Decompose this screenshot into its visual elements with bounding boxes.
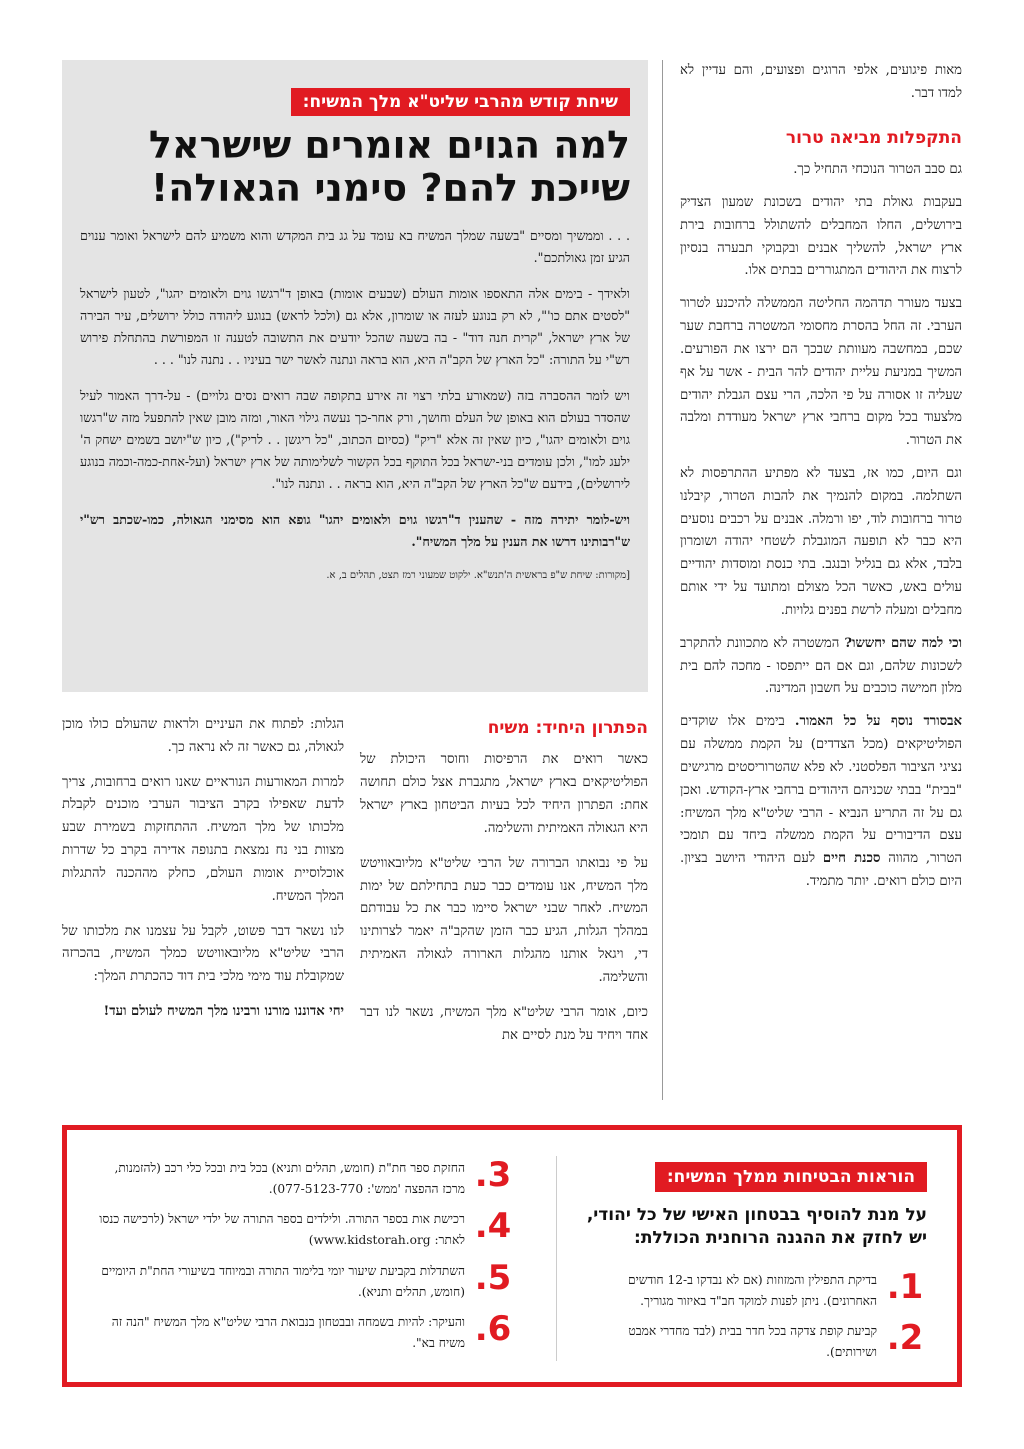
left-paragraph-3: לנו נשאר דבר פשוט, לקבל על עצמנו את מלכותו של הרבי שליט"א מליובאוויטש כמלך המשיח, בהכרזה שמקובלת עוד מימי מלכי בית דוד כהכתרת המלך: xyxy=(62,923,344,985)
heading-solution: הפתרון היחיד: משיח xyxy=(487,718,648,738)
step-item xyxy=(95,1309,515,1353)
sicha-paragraph-1: . . . וממשיך ומסיים "בשעה שמלך המשיח בא עומד על גג בית המקדש והוא משמיע להם לישראל ואומר ענוים הגיע זמן גאולתכם". xyxy=(80,227,630,265)
left-paragraph-1: הגלות: לפתוח את העיניים ולראות שהעולם כולו מוכן לגאולה, גם כאשר זה לא נראה כך. xyxy=(62,717,344,755)
left-column xyxy=(62,714,344,1036)
step-text: והעיקר: להיות בשמחה ובבטחון בנבואת הרבי שליט"א מלך המשיח "הנה זה משיח בא". xyxy=(111,1315,465,1351)
steps-right xyxy=(582,1267,927,1373)
column-divider xyxy=(662,60,663,1100)
right-paragraph-7-end: לעם היהודי היושב בציון. היום כולם רואים. יותר מתמיד. xyxy=(680,851,962,890)
step-text: השתדלות בקביעת שיעור יומי בלימוד התורה ובמיוחד בשיעורי החת"ת היומיים (חומש, תהלים ותניא). xyxy=(101,1263,465,1299)
safety-box xyxy=(62,1125,962,1387)
heading-terror: התקפלות מביאה טרור xyxy=(785,127,962,148)
left-paragraph-2: למרות המאורעות הנוראיים שאנו רואים ברחובות, צריך לדעת שאפילו בקרב הציבור הערבי מוכנים לקבלת מלכותו של מלך המשיח. ההתחזקות בשמירת שבע מצוות בני נח נמצאת בתנופה אדירה בקרב כל שדרות אוכלוסיית אומות העולם, כחלק מההכנה להתגלות המלך המשיח. xyxy=(62,774,344,904)
step-item xyxy=(95,1206,515,1250)
step-number: 2. xyxy=(886,1318,924,1359)
steps-left xyxy=(95,1155,515,1364)
middle-paragraph-2: על פי נבואתו הברורה של הרבי שליט"א מליובאוויטש מלך המשיח, אנו עומדים כבר כעת בתחילתם של ימות המשיח. לאחר שבני ישראל סיימו כבר את כל עבודתם במהלך הגלות, הגיע כבר הזמן שהקב"ה יאמר לצרותינו די, ויגאל אותנו מהגלות הארורה לגאולה האמיתית והשלימה. xyxy=(360,855,648,985)
right-paragraph-2: גם סבב הטרור הנוכחי התחיל כך. xyxy=(793,162,962,178)
sicha-box xyxy=(62,60,648,692)
sicha-paragraph-2: ולאידך - בימים אלה התאספו אומות העולם (שבעים אומות) באופן ד"רגשו גוים ולאומים יהגו", לטעון לישראל "לסטים אתם כו'", לא רק בנוגע לעזה או שומרון, אלא גם (ולכל לראש) בנוגע ליהודה כולל ירושלים, עיר הבירה של ארץ ישראל, "קרית חנה דוד" - בה בשעה שהכל יודעים את התשובה לטענה זו המפורשת בהתחלת פירוש רש"י על התורה: "כל הארץ של הקב"ה היא, הוא בראה ונתנה לאשר ישר בעיניו . . נתנה לנו" . . . xyxy=(80,285,630,367)
right-paragraph-3: בעקבות גאולת בתי יהודים בשכונת שמעון הצדיק בירושלים, החלו המחבלים להשתולל ברחובות בירת ארץ ישראל, להשליך אבנים ובקבוקי תבערה בנסיון לרצוח את היהודים המתגוררים בבתים אלו. xyxy=(680,194,962,279)
right-paragraph-5: וגם היום, כמו אז, בצעד לא מפתיע ההתרפסות לא השתלמה. במקום להנמיך את להבות הטרור, קיבלנו טרור ברחובות לוד, יפו ורמלה. אבנים על רכבים נוסעים היא כבר לא תופעה המוגבלת לשטחי יהודה ושומרון בלבד, אלא גם בגליל ובנגב. בתי כנסת ומוסדות יהודיים עולים באש, כאשר הכל מצולם ומתועד על ידי אותם מחבלים ומעלה לרשת בפנים גלויות. xyxy=(680,466,962,618)
right-paragraph-7-lead: אבסורד נוסף על כל האמור. xyxy=(794,714,962,730)
sicha-title: למה הגוים אומרים שישראל שייכת להם? סימני הגאולה! xyxy=(148,123,630,211)
step-text: קביעת קופת צדקה בכל חדר בבית (לבד מחדרי אמבט ושירותים). xyxy=(628,1324,877,1360)
step-number: 5. xyxy=(474,1257,512,1298)
right-paragraph-7 xyxy=(680,711,962,894)
step-item xyxy=(95,1155,515,1199)
step-number: 6. xyxy=(474,1309,512,1350)
step-number: 1. xyxy=(886,1267,924,1307)
step-text: בדיקת התפילין והמזוזות (אם לא נבדקו ב-12 חודשים האחרונים). ניתן לפנות למוקד חב"ד באיזור מגוריך. xyxy=(627,1273,877,1308)
right-paragraph-7-emphasis: סכנת חיים xyxy=(822,851,881,867)
step-number: 3. xyxy=(474,1155,512,1195)
safety-banner: הוראות הבטיחות ממלך המשיח: xyxy=(655,1162,927,1192)
sicha-banner: שיחת קודש מהרבי שליט"א מלך המשיח: xyxy=(291,88,630,116)
middle-column xyxy=(360,714,648,1059)
step-number: 4. xyxy=(474,1206,512,1247)
right-paragraph-6 xyxy=(680,633,962,701)
sicha-sources: [מקורות: שיחת ש"פ בראשית ה'תנש"א. ילקוט שמעוני רמז תצט, תהלים ב, א. xyxy=(326,570,630,582)
step-item xyxy=(582,1267,927,1311)
middle-paragraph-3: כיום, אומר הרבי שליט"א מלך המשיח, נשאר לנו דבר אחד ויחיד על מנת לסיים את xyxy=(360,1004,648,1043)
step-item xyxy=(582,1318,927,1362)
middle-paragraph-1: כאשר רואים את הרפיסות וחוסר היכולת של הפוליטיקאים בארץ ישראל, מתגברת אצל כולם תחושה אחת: הפתרון היחיד לכל בעיות הביטחון בארץ ישראל היא הגאולה האמיתית והשלימה. xyxy=(360,752,648,836)
box-divider xyxy=(556,1156,557,1361)
right-paragraph-7-body: בימים אלו שוקדים הפוליטיקאים (מכל הצדדים) על הקמת ממשלה עם נציגי הציבור הפלסטני. לא פלא שהטרוריסטים מרגישים "בבית" בבתי שכניהם היהודים ברחבי ארץ-הקודש. ואכן גם על זה התריע הנביא - הרבי שליט"א מלך המשיח: עצם הדיבורים על הקמת ממשלה ביחד עם תומכי הטרור, מהווה xyxy=(680,714,962,867)
right-column xyxy=(680,60,962,904)
safety-subtitle: על מנת להוסיף בבטחון האישי של כל יהודי, יש לחזק את ההגנה הרוחנית הכוללת: xyxy=(586,1205,927,1248)
step-item xyxy=(95,1257,515,1302)
right-paragraph-1: מאות פיגועים, אלפי הרוגים ופצועים, והם עדיין לא למדו דבר. xyxy=(680,63,962,101)
right-paragraph-6-lead: וכי למה שהם יחששו? xyxy=(844,635,962,651)
sicha-paragraph-4: ויש-לומר יתירה מזה - שהענין ד"רגשו גוים ולאומים יהגו" גופא הוא מסימני הגאולה, כמו-שכתב רש"י ש"רבותינו דרשו את הענין על מלך המשיח". xyxy=(80,511,630,549)
step-text: רכישת אות בספר התורה. ולילדים בספר התורה של ילדי ישראל (לרכישה כנסו לאתר: www.kidstorah.org) xyxy=(99,1212,465,1248)
sicha-paragraph-3: ויש לומר ההסברה בזה (שמאורע בלתי רצוי זה אירע בתקופה שבה רואים נסים גלויים) - על-דרך האמור לעיל שהסדר בעולם הוא באופן של העלם וחושך, ורק אחר-כך נעשה גילוי האור, ומזה מובן שאין להתפעל מזה ש"רגשו גוים ולאומים יהגו", כיון שאין זה אלא "ריק" (כסיום הכתוב, "כל ריגשן . . לריק"), כיון ש"יושב בשמים ישחק ה' ילעג למו", ולכן עומדים בני-ישראל בכל התוקף בכל הקשור לשלימותה של ארץ ישראל (ועל-אחת-כמה-וכמה בנוגע לירושלים), בידעם ש"כל הארץ של הקב"ה היא, הוא בראה . . ונתנה לנו". xyxy=(80,387,630,491)
step-text: החזקת ספר חת"ת (חומש, תהלים ותניא) בכל בית ובכל כלי רכב (להזמנות, מרכז ההפצה 'ממש': 077-5123-770). xyxy=(114,1161,465,1196)
right-paragraph-4: בצעד מעורר תדהמה החליטה הממשלה להיכנע לטרור הערבי. זה החל בהסרת מחסומי המשטרה ברחבת שער שכם, במחשבה מעוותת שבכך הם ירצו את הפורעים. המשיך במניעת עליית יהודים להר הבית - אשר על אף שעליה זו אסורה על פי הלכה, הרי עצם הגבלת יהודים מלצעוד בכל מקום ברחבי ארץ ישראל מעודדת ומלבה את הטרור. xyxy=(680,296,962,449)
right-paragraph-6-body: המשטרה לא מתכוונת להתקרב לשכונות שלהם, וגם אם הם ייתפסו - מחכה להם בית מלון חמישה כוכבים על חשבון המדינה. xyxy=(680,635,962,697)
left-paragraph-4: יחי אדוננו מורנו ורבינו מלך המשיח לעולם ועד! xyxy=(103,1004,344,1020)
